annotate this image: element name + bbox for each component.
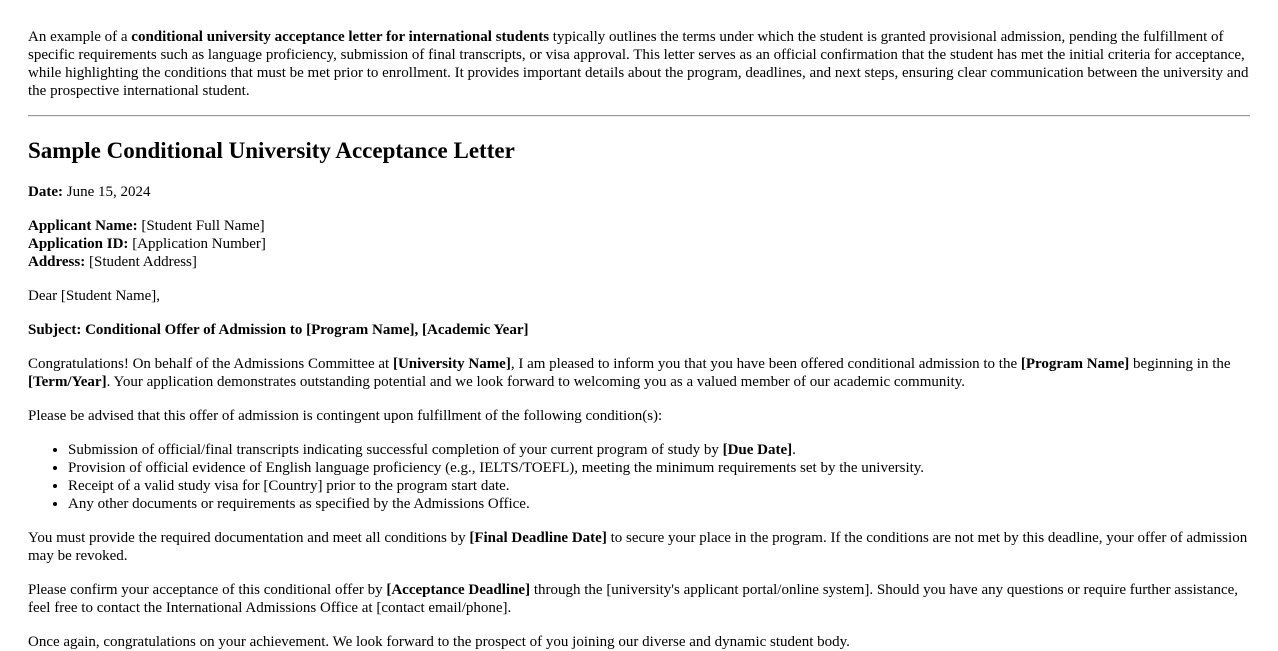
letter-title: Sample Conditional University Acceptance Letter bbox=[28, 138, 515, 163]
salutation: Dear [Student Name], bbox=[28, 288, 161, 304]
intro-text-2: typically outlines the terms under which the student is granted provisional admission, pending the fulfillment of specific requirements such as language proficiency, submission of final transcripts, or visa approval. This letter serves as an official confirmation that the student has met the initial criteria for acceptance, while highlighting the conditions that must be met prior to enrollment. It provides important details about the program, deadlines, and next steps, ensuring clear communication between the university and the prospective international student. bbox=[28, 29, 1249, 99]
confirm-paragraph bbox=[28, 581, 1250, 617]
congrats-text-3: beginning in the bbox=[1129, 356, 1231, 372]
application-id-value: [Application Number] bbox=[128, 236, 266, 252]
deadline-text-2: to secure your place in the program. If the conditions are not met by this deadline, your offer of admission may be revoked. bbox=[28, 530, 1248, 564]
subject-text: Subject: Conditional Offer of Admission to [Program Name], [Academic Year] bbox=[28, 322, 529, 338]
closing-paragraph: Once again, congratulations on your achievement. We look forward to the prospect of you joining our diverse and dynamic student body. bbox=[28, 634, 850, 650]
confirm-text-2: through the [university's applicant portal/online system]. Should you have any questions or require further assistance, feel free to contact the International Admissions Office at [contact email/phone]. bbox=[28, 582, 1239, 616]
intro-bold-term: conditional university acceptance letter for international students bbox=[131, 29, 550, 45]
application-id-line bbox=[28, 235, 1250, 253]
congrats-text-2: , I am pleased to inform you that you have been offered conditional admission to the bbox=[510, 356, 1021, 372]
list-item: • Any other documents or requirements as specified by the Admissions Office. bbox=[68, 495, 1250, 513]
congratulations-paragraph bbox=[28, 355, 1250, 391]
list-item: • Provision of official evidence of English language proficiency (e.g., IELTS/TOEFL), meeting the minimum requirements set by the university. bbox=[68, 459, 1250, 477]
program-name-placeholder: [Program Name] bbox=[1020, 356, 1130, 372]
address-value: [Student Address] bbox=[85, 254, 197, 270]
condition-text: Submission of official/final transcripts indicating successful completion of your current program of study by bbox=[68, 442, 723, 458]
date-value: June 15, 2024 bbox=[62, 184, 151, 200]
conditions-list bbox=[28, 441, 1250, 513]
subject-line bbox=[28, 321, 1250, 339]
date-label: Date: bbox=[28, 184, 63, 200]
congrats-text-1: Congratulations! On behalf of the Admissions Committee at bbox=[28, 356, 393, 372]
term-year-placeholder: [Term/Year] bbox=[28, 374, 107, 390]
intro-paragraph bbox=[28, 28, 1250, 100]
application-id-label: Application ID: bbox=[28, 236, 129, 252]
date-line bbox=[28, 183, 1250, 201]
applicant-info bbox=[28, 217, 1250, 271]
due-date-placeholder: [Due Date] bbox=[722, 442, 793, 458]
condition-end: . bbox=[792, 442, 796, 458]
applicant-name-value: [Student Full Name] bbox=[137, 218, 265, 234]
section-divider bbox=[28, 115, 1250, 117]
list-item: • Receipt of a valid study visa for [Country] prior to the program start date. bbox=[68, 477, 1250, 495]
congrats-text-4: . Your application demonstrates outstanding potential and we look forward to welcoming you as a valued member of our academic community. bbox=[106, 374, 965, 390]
address-line bbox=[28, 253, 1250, 271]
list-item bbox=[68, 441, 1250, 459]
acceptance-deadline-placeholder: [Acceptance Deadline] bbox=[386, 582, 531, 598]
intro-text-1: An example of a bbox=[28, 29, 132, 45]
deadline-text-1: You must provide the required documentation and meet all conditions by bbox=[28, 530, 470, 546]
university-name-placeholder: [University Name] bbox=[392, 356, 511, 372]
confirm-text-1: Please confirm your acceptance of this conditional offer by bbox=[28, 582, 387, 598]
conditions-intro: Please be advised that this offer of admission is contingent upon fulfillment of the following condition(s): bbox=[28, 408, 663, 424]
deadline-paragraph bbox=[28, 529, 1250, 565]
final-deadline-placeholder: [Final Deadline Date] bbox=[469, 530, 607, 546]
address-label: Address: bbox=[28, 254, 86, 270]
applicant-name-line bbox=[28, 217, 1250, 235]
applicant-name-label: Applicant Name: bbox=[28, 218, 138, 234]
